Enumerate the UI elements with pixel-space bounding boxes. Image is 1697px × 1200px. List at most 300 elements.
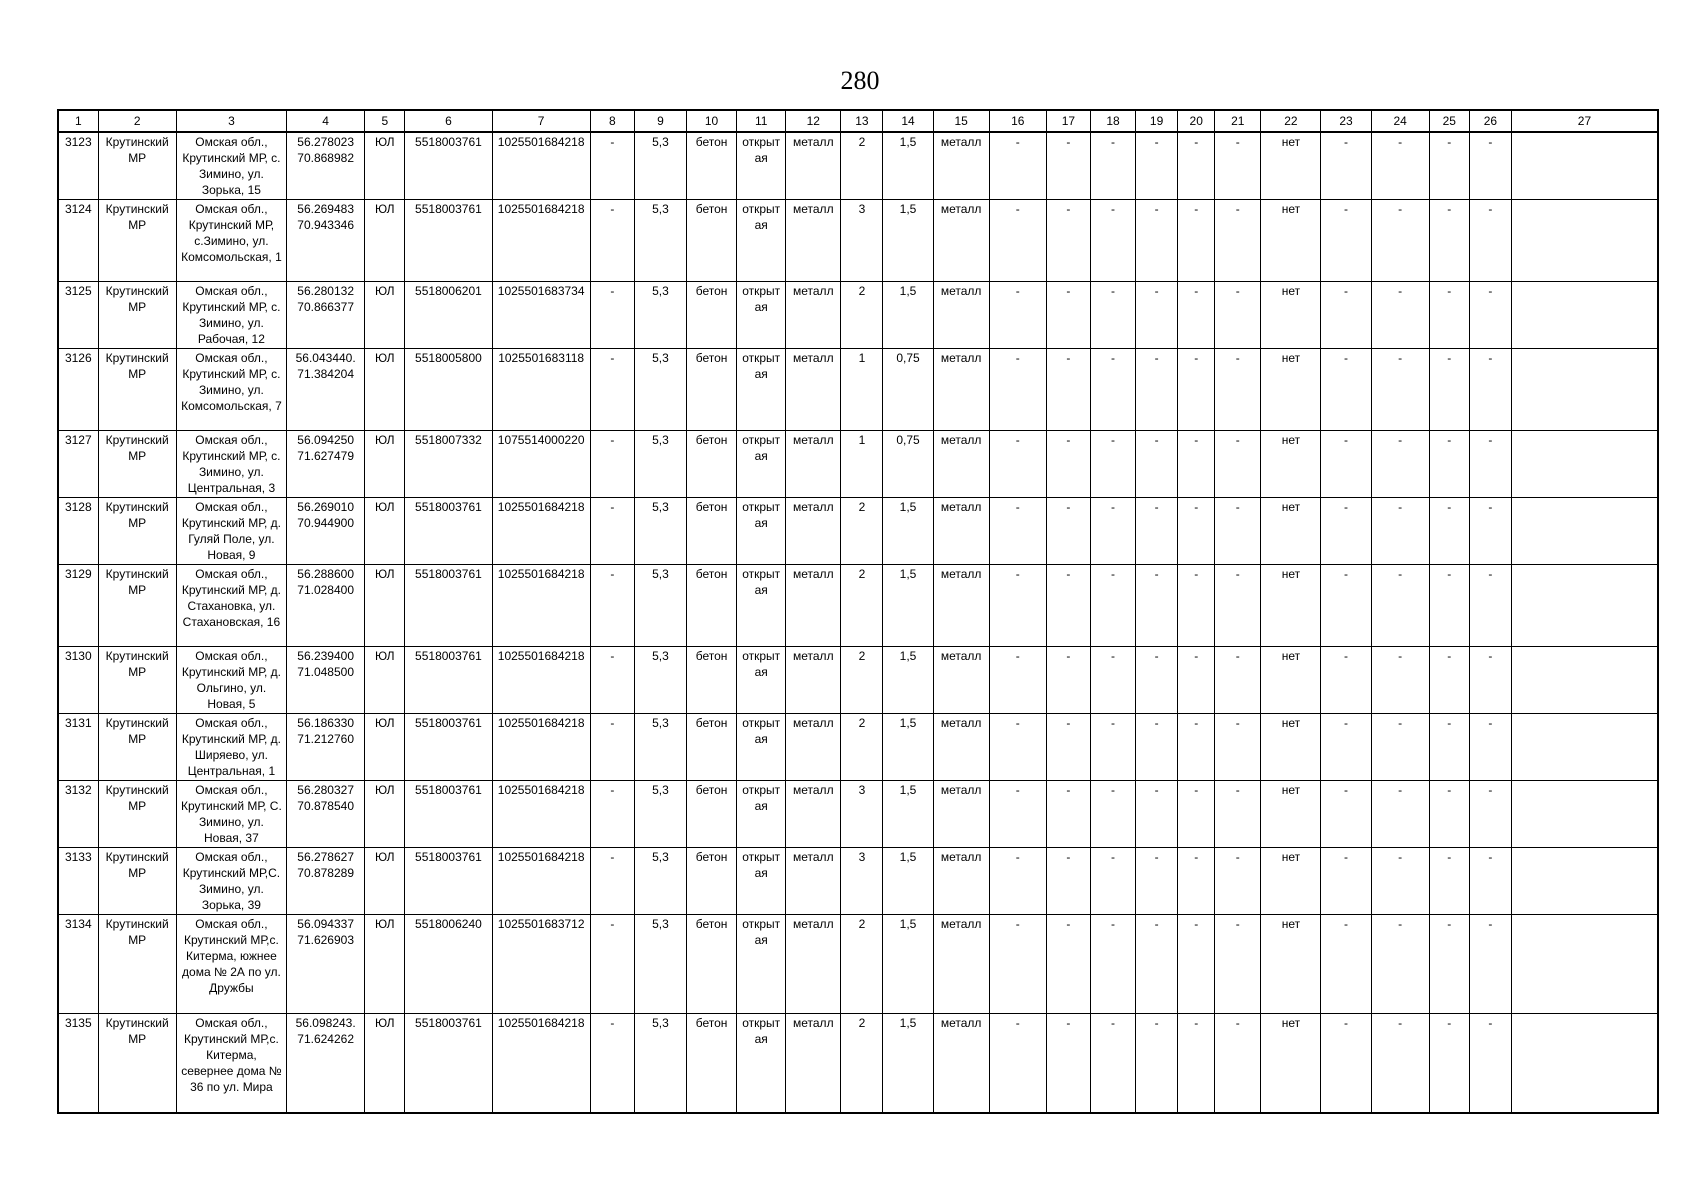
cell-col-25: - (1429, 714, 1469, 781)
column-header-18: 18 (1090, 110, 1135, 132)
cell-col-5: ЮЛ (365, 848, 405, 915)
cell-col-3: Омская обл., Крутинский МР,с. Китерма, севернее дома № 36 по ул. Мира (176, 1014, 286, 1113)
column-header-25: 25 (1429, 110, 1469, 132)
table-row (58, 915, 1658, 1014)
cell-col-11: открытая (737, 714, 786, 781)
cell-col-9: 5,3 (634, 1014, 686, 1113)
cell-col-1: 3126 (58, 349, 98, 431)
cell-col-4: 56.186330 71.212760 (287, 714, 365, 781)
cell-col-24: - (1371, 714, 1429, 781)
cell-col-23: - (1321, 200, 1371, 282)
cell-col-23: - (1321, 781, 1371, 848)
cell-col-22: нет (1261, 1014, 1321, 1113)
cell-col-21: - (1215, 915, 1261, 1014)
cell-col-6: 5518003761 (405, 714, 492, 781)
cell-col-16: - (989, 282, 1046, 349)
cell-col-8: - (590, 349, 634, 431)
cell-col-19: - (1136, 1014, 1178, 1113)
cell-col-13: 1 (841, 431, 883, 498)
cell-col-6: 5518003761 (405, 498, 492, 565)
cell-col-23: - (1321, 431, 1371, 498)
cell-col-27 (1511, 282, 1658, 349)
cell-col-3: Омская обл., Крутинский МР, д. Ольгино, ул. Новая, 5 (176, 647, 286, 714)
cell-col-7: 1025501684218 (492, 714, 590, 781)
table-row (58, 282, 1658, 349)
cell-col-20: - (1178, 1014, 1215, 1113)
cell-col-5: ЮЛ (365, 781, 405, 848)
cell-col-13: 2 (841, 647, 883, 714)
cell-col-18: - (1090, 132, 1135, 200)
cell-col-4: 56.239400 71.048500 (287, 647, 365, 714)
column-header-2: 2 (98, 110, 176, 132)
cell-col-18: - (1090, 915, 1135, 1014)
cell-col-14: 0,75 (883, 431, 933, 498)
cell-col-6: 5518005800 (405, 349, 492, 431)
cell-col-11: открытая (737, 498, 786, 565)
cell-col-7: 1075514000220 (492, 431, 590, 498)
cell-col-22: нет (1261, 781, 1321, 848)
cell-col-8: - (590, 498, 634, 565)
cell-col-26: - (1469, 848, 1511, 915)
cell-col-1: 3127 (58, 431, 98, 498)
cell-col-12: металл (786, 848, 841, 915)
cell-col-15: металл (933, 565, 989, 647)
cell-col-5: ЮЛ (365, 498, 405, 565)
cell-col-22: нет (1261, 282, 1321, 349)
cell-col-17: - (1046, 565, 1090, 647)
cell-col-10: бетон (687, 498, 737, 565)
cell-col-26: - (1469, 1014, 1511, 1113)
cell-col-5: ЮЛ (365, 714, 405, 781)
cell-col-17: - (1046, 1014, 1090, 1113)
cell-col-17: - (1046, 915, 1090, 1014)
cell-col-23: - (1321, 132, 1371, 200)
cell-col-24: - (1371, 1014, 1429, 1113)
cell-col-5: ЮЛ (365, 200, 405, 282)
cell-col-3: Омская обл., Крутинский МР, С. Зимино, ул. Новая, 37 (176, 781, 286, 848)
table-row (58, 781, 1658, 848)
cell-col-23: - (1321, 915, 1371, 1014)
column-header-17: 17 (1046, 110, 1090, 132)
cell-col-22: нет (1261, 132, 1321, 200)
column-header-23: 23 (1321, 110, 1371, 132)
cell-col-6: 5518003761 (405, 200, 492, 282)
cell-col-19: - (1136, 781, 1178, 848)
cell-col-8: - (590, 431, 634, 498)
cell-col-10: бетон (687, 848, 737, 915)
table-row (58, 498, 1658, 565)
cell-col-9: 5,3 (634, 431, 686, 498)
column-header-5: 5 (365, 110, 405, 132)
cell-col-20: - (1178, 915, 1215, 1014)
cell-col-13: 2 (841, 714, 883, 781)
column-header-6: 6 (405, 110, 492, 132)
cell-col-9: 5,3 (634, 349, 686, 431)
column-header-14: 14 (883, 110, 933, 132)
cell-col-20: - (1178, 647, 1215, 714)
cell-col-20: - (1178, 848, 1215, 915)
cell-col-3: Омская обл., Крутинский МР, д. Стахановка, ул. Стахановская, 16 (176, 565, 286, 647)
cell-col-23: - (1321, 714, 1371, 781)
column-header-16: 16 (989, 110, 1046, 132)
cell-col-3: Омская обл., Крутинский МР, д. Ширяево, ул. Центральная, 1 (176, 714, 286, 781)
cell-col-3: Омская обл., Крутинский МР, с. Зимино, ул. Комсомольская, 7 (176, 349, 286, 431)
table-row (58, 1014, 1658, 1113)
cell-col-18: - (1090, 647, 1135, 714)
cell-col-23: - (1321, 282, 1371, 349)
cell-col-17: - (1046, 498, 1090, 565)
cell-col-16: - (989, 647, 1046, 714)
cell-col-18: - (1090, 200, 1135, 282)
cell-col-14: 1,5 (883, 200, 933, 282)
cell-col-1: 3128 (58, 498, 98, 565)
cell-col-5: ЮЛ (365, 349, 405, 431)
cell-col-27 (1511, 565, 1658, 647)
cell-col-13: 2 (841, 498, 883, 565)
cell-col-2: Крутинский МР (98, 1014, 176, 1113)
cell-col-5: ЮЛ (365, 1014, 405, 1113)
cell-col-4: 56.098243. 71.624262 (287, 1014, 365, 1113)
cell-col-10: бетон (687, 915, 737, 1014)
cell-col-23: - (1321, 349, 1371, 431)
cell-col-8: - (590, 132, 634, 200)
cell-col-7: 1025501684218 (492, 498, 590, 565)
cell-col-23: - (1321, 498, 1371, 565)
cell-col-19: - (1136, 200, 1178, 282)
cell-col-26: - (1469, 565, 1511, 647)
cell-col-27 (1511, 132, 1658, 200)
cell-col-19: - (1136, 915, 1178, 1014)
table-row (58, 132, 1658, 200)
column-header-27: 27 (1511, 110, 1658, 132)
cell-col-11: открытая (737, 282, 786, 349)
cell-col-17: - (1046, 647, 1090, 714)
cell-col-26: - (1469, 282, 1511, 349)
column-header-15: 15 (933, 110, 989, 132)
cell-col-7: 1025501684218 (492, 1014, 590, 1113)
cell-col-12: металл (786, 915, 841, 1014)
cell-col-27 (1511, 431, 1658, 498)
cell-col-19: - (1136, 647, 1178, 714)
cell-col-21: - (1215, 349, 1261, 431)
cell-col-15: металл (933, 915, 989, 1014)
cell-col-20: - (1178, 431, 1215, 498)
cell-col-25: - (1429, 848, 1469, 915)
cell-col-15: металл (933, 781, 989, 848)
cell-col-18: - (1090, 781, 1135, 848)
cell-col-21: - (1215, 1014, 1261, 1113)
cell-col-19: - (1136, 132, 1178, 200)
column-header-24: 24 (1371, 110, 1429, 132)
column-header-20: 20 (1178, 110, 1215, 132)
cell-col-3: Омская обл., Крутинский МР, с. Зимино, ул. Центральная, 3 (176, 431, 286, 498)
cell-col-7: 1025501684218 (492, 565, 590, 647)
cell-col-2: Крутинский МР (98, 848, 176, 915)
cell-col-21: - (1215, 431, 1261, 498)
cell-col-11: открытая (737, 565, 786, 647)
column-header-9: 9 (634, 110, 686, 132)
cell-col-1: 3134 (58, 915, 98, 1014)
cell-col-15: металл (933, 349, 989, 431)
cell-col-21: - (1215, 647, 1261, 714)
cell-col-9: 5,3 (634, 781, 686, 848)
cell-col-15: металл (933, 1014, 989, 1113)
cell-col-22: нет (1261, 431, 1321, 498)
cell-col-6: 5518006240 (405, 915, 492, 1014)
cell-col-7: 1025501684218 (492, 781, 590, 848)
cell-col-5: ЮЛ (365, 282, 405, 349)
cell-col-14: 1,5 (883, 915, 933, 1014)
cell-col-26: - (1469, 714, 1511, 781)
cell-col-16: - (989, 848, 1046, 915)
cell-col-18: - (1090, 498, 1135, 565)
cell-col-8: - (590, 848, 634, 915)
cell-col-20: - (1178, 200, 1215, 282)
cell-col-27 (1511, 647, 1658, 714)
cell-col-22: нет (1261, 915, 1321, 1014)
cell-col-20: - (1178, 132, 1215, 200)
cell-col-24: - (1371, 647, 1429, 714)
cell-col-18: - (1090, 1014, 1135, 1113)
cell-col-25: - (1429, 282, 1469, 349)
cell-col-9: 5,3 (634, 915, 686, 1014)
cell-col-4: 56.280132 70.866377 (287, 282, 365, 349)
cell-col-21: - (1215, 781, 1261, 848)
cell-col-12: металл (786, 565, 841, 647)
cell-col-19: - (1136, 848, 1178, 915)
cell-col-14: 1,5 (883, 714, 933, 781)
cell-col-25: - (1429, 132, 1469, 200)
cell-col-11: открытая (737, 915, 786, 1014)
cell-col-1: 3131 (58, 714, 98, 781)
cell-col-16: - (989, 781, 1046, 848)
cell-col-27 (1511, 200, 1658, 282)
cell-col-24: - (1371, 431, 1429, 498)
cell-col-13: 2 (841, 1014, 883, 1113)
cell-col-9: 5,3 (634, 714, 686, 781)
cell-col-14: 1,5 (883, 132, 933, 200)
cell-col-14: 1,5 (883, 498, 933, 565)
cell-col-19: - (1136, 349, 1178, 431)
cell-col-19: - (1136, 714, 1178, 781)
cell-col-11: открытая (737, 200, 786, 282)
cell-col-1: 3124 (58, 200, 98, 282)
cell-col-4: 56.280327 70.878540 (287, 781, 365, 848)
cell-col-2: Крутинский МР (98, 647, 176, 714)
table-body (58, 132, 1658, 1113)
cell-col-15: металл (933, 714, 989, 781)
cell-col-17: - (1046, 200, 1090, 282)
cell-col-11: открытая (737, 781, 786, 848)
cell-col-22: нет (1261, 565, 1321, 647)
column-header-19: 19 (1136, 110, 1178, 132)
cell-col-10: бетон (687, 200, 737, 282)
cell-col-17: - (1046, 282, 1090, 349)
cell-col-9: 5,3 (634, 647, 686, 714)
cell-col-5: ЮЛ (365, 565, 405, 647)
cell-col-10: бетон (687, 647, 737, 714)
cell-col-7: 1025501684218 (492, 132, 590, 200)
cell-col-5: ЮЛ (365, 647, 405, 714)
cell-col-2: Крутинский МР (98, 565, 176, 647)
cell-col-10: бетон (687, 132, 737, 200)
cell-col-1: 3133 (58, 848, 98, 915)
cell-col-13: 1 (841, 349, 883, 431)
cell-col-25: - (1429, 200, 1469, 282)
table-row (58, 714, 1658, 781)
cell-col-21: - (1215, 714, 1261, 781)
cell-col-16: - (989, 431, 1046, 498)
cell-col-18: - (1090, 349, 1135, 431)
cell-col-7: 1025501684218 (492, 848, 590, 915)
cell-col-24: - (1371, 200, 1429, 282)
cell-col-15: металл (933, 431, 989, 498)
column-header-10: 10 (687, 110, 737, 132)
cell-col-17: - (1046, 349, 1090, 431)
cell-col-27 (1511, 1014, 1658, 1113)
cell-col-11: открытая (737, 349, 786, 431)
cell-col-25: - (1429, 1014, 1469, 1113)
cell-col-3: Омская обл., Крутинский МР, д. Гуляй Поле, ул. Новая, 9 (176, 498, 286, 565)
cell-col-14: 0,75 (883, 349, 933, 431)
cell-col-16: - (989, 132, 1046, 200)
cell-col-25: - (1429, 647, 1469, 714)
cell-col-17: - (1046, 714, 1090, 781)
cell-col-2: Крутинский МР (98, 431, 176, 498)
cell-col-16: - (989, 498, 1046, 565)
cell-col-12: металл (786, 714, 841, 781)
cell-col-12: металл (786, 132, 841, 200)
cell-col-14: 1,5 (883, 848, 933, 915)
cell-col-12: металл (786, 498, 841, 565)
cell-col-12: металл (786, 1014, 841, 1113)
cell-col-16: - (989, 565, 1046, 647)
column-header-12: 12 (786, 110, 841, 132)
cell-col-27 (1511, 915, 1658, 1014)
cell-col-4: 56.288600 71.028400 (287, 565, 365, 647)
cell-col-4: 56.269483 70.943346 (287, 200, 365, 282)
cell-col-20: - (1178, 565, 1215, 647)
cell-col-7: 1025501684218 (492, 647, 590, 714)
cell-col-24: - (1371, 498, 1429, 565)
cell-col-18: - (1090, 282, 1135, 349)
cell-col-8: - (590, 714, 634, 781)
cell-col-23: - (1321, 565, 1371, 647)
cell-col-16: - (989, 714, 1046, 781)
cell-col-26: - (1469, 132, 1511, 200)
cell-col-6: 5518003761 (405, 848, 492, 915)
cell-col-24: - (1371, 781, 1429, 848)
cell-col-24: - (1371, 565, 1429, 647)
cell-col-7: 1025501683118 (492, 349, 590, 431)
cell-col-10: бетон (687, 349, 737, 431)
cell-col-4: 56.043440. 71.384204 (287, 349, 365, 431)
cell-col-14: 1,5 (883, 781, 933, 848)
cell-col-9: 5,3 (634, 132, 686, 200)
cell-col-3: Омская обл., Крутинский МР, с.Зимино, ул. Комсомольская, 1 (176, 200, 286, 282)
cell-col-20: - (1178, 781, 1215, 848)
cell-col-4: 56.278023 70.868982 (287, 132, 365, 200)
cell-col-8: - (590, 200, 634, 282)
cell-col-25: - (1429, 915, 1469, 1014)
cell-col-16: - (989, 200, 1046, 282)
column-header-7: 7 (492, 110, 590, 132)
cell-col-16: - (989, 349, 1046, 431)
cell-col-2: Крутинский МР (98, 781, 176, 848)
cell-col-2: Крутинский МР (98, 132, 176, 200)
cell-col-20: - (1178, 498, 1215, 565)
cell-col-11: открытая (737, 1014, 786, 1113)
cell-col-18: - (1090, 565, 1135, 647)
cell-col-15: металл (933, 848, 989, 915)
cell-col-3: Омская обл., Крутинский МР, с. Зимино, ул. Рабочая, 12 (176, 282, 286, 349)
cell-col-4: 56.094337 71.626903 (287, 915, 365, 1014)
column-header-4: 4 (287, 110, 365, 132)
cell-col-10: бетон (687, 1014, 737, 1113)
table-row (58, 349, 1658, 431)
cell-col-2: Крутинский МР (98, 498, 176, 565)
cell-col-21: - (1215, 282, 1261, 349)
cell-col-5: ЮЛ (365, 132, 405, 200)
cell-col-19: - (1136, 431, 1178, 498)
cell-col-6: 5518003761 (405, 781, 492, 848)
cell-col-8: - (590, 1014, 634, 1113)
cell-col-12: металл (786, 431, 841, 498)
cell-col-3: Омская обл., Крутинский МР,с. Китерма, южнее дома № 2А по ул. Дружбы (176, 915, 286, 1014)
cell-col-3: Омская обл., Крутинский МР,С. Зимино, ул. Зорька, 39 (176, 848, 286, 915)
cell-col-19: - (1136, 565, 1178, 647)
cell-col-3: Омская обл., Крутинский МР, с. Зимино, ул. Зорька, 15 (176, 132, 286, 200)
cell-col-9: 5,3 (634, 200, 686, 282)
column-header-11: 11 (737, 110, 786, 132)
cell-col-27 (1511, 714, 1658, 781)
cell-col-11: открытая (737, 132, 786, 200)
cell-col-27 (1511, 498, 1658, 565)
cell-col-24: - (1371, 915, 1429, 1014)
cell-col-22: нет (1261, 498, 1321, 565)
cell-col-13: 2 (841, 132, 883, 200)
cell-col-6: 5518006201 (405, 282, 492, 349)
table-row (58, 647, 1658, 714)
cell-col-15: металл (933, 647, 989, 714)
cell-col-2: Крутинский МР (98, 282, 176, 349)
cell-col-1: 3123 (58, 132, 98, 200)
cell-col-20: - (1178, 282, 1215, 349)
cell-col-27 (1511, 848, 1658, 915)
cell-col-6: 5518003761 (405, 565, 492, 647)
cell-col-23: - (1321, 1014, 1371, 1113)
cell-col-14: 1,5 (883, 565, 933, 647)
column-header-1: 1 (58, 110, 98, 132)
cell-col-13: 3 (841, 200, 883, 282)
table-row (58, 565, 1658, 647)
cell-col-17: - (1046, 781, 1090, 848)
cell-col-12: металл (786, 349, 841, 431)
cell-col-9: 5,3 (634, 848, 686, 915)
cell-col-9: 5,3 (634, 498, 686, 565)
cell-col-16: - (989, 915, 1046, 1014)
cell-col-9: 5,3 (634, 282, 686, 349)
cell-col-26: - (1469, 200, 1511, 282)
cell-col-1: 3129 (58, 565, 98, 647)
cell-col-22: нет (1261, 714, 1321, 781)
cell-col-7: 1025501684218 (492, 200, 590, 282)
cell-col-21: - (1215, 848, 1261, 915)
cell-col-25: - (1429, 349, 1469, 431)
cell-col-21: - (1215, 200, 1261, 282)
cell-col-7: 1025501683734 (492, 282, 590, 349)
cell-col-17: - (1046, 132, 1090, 200)
